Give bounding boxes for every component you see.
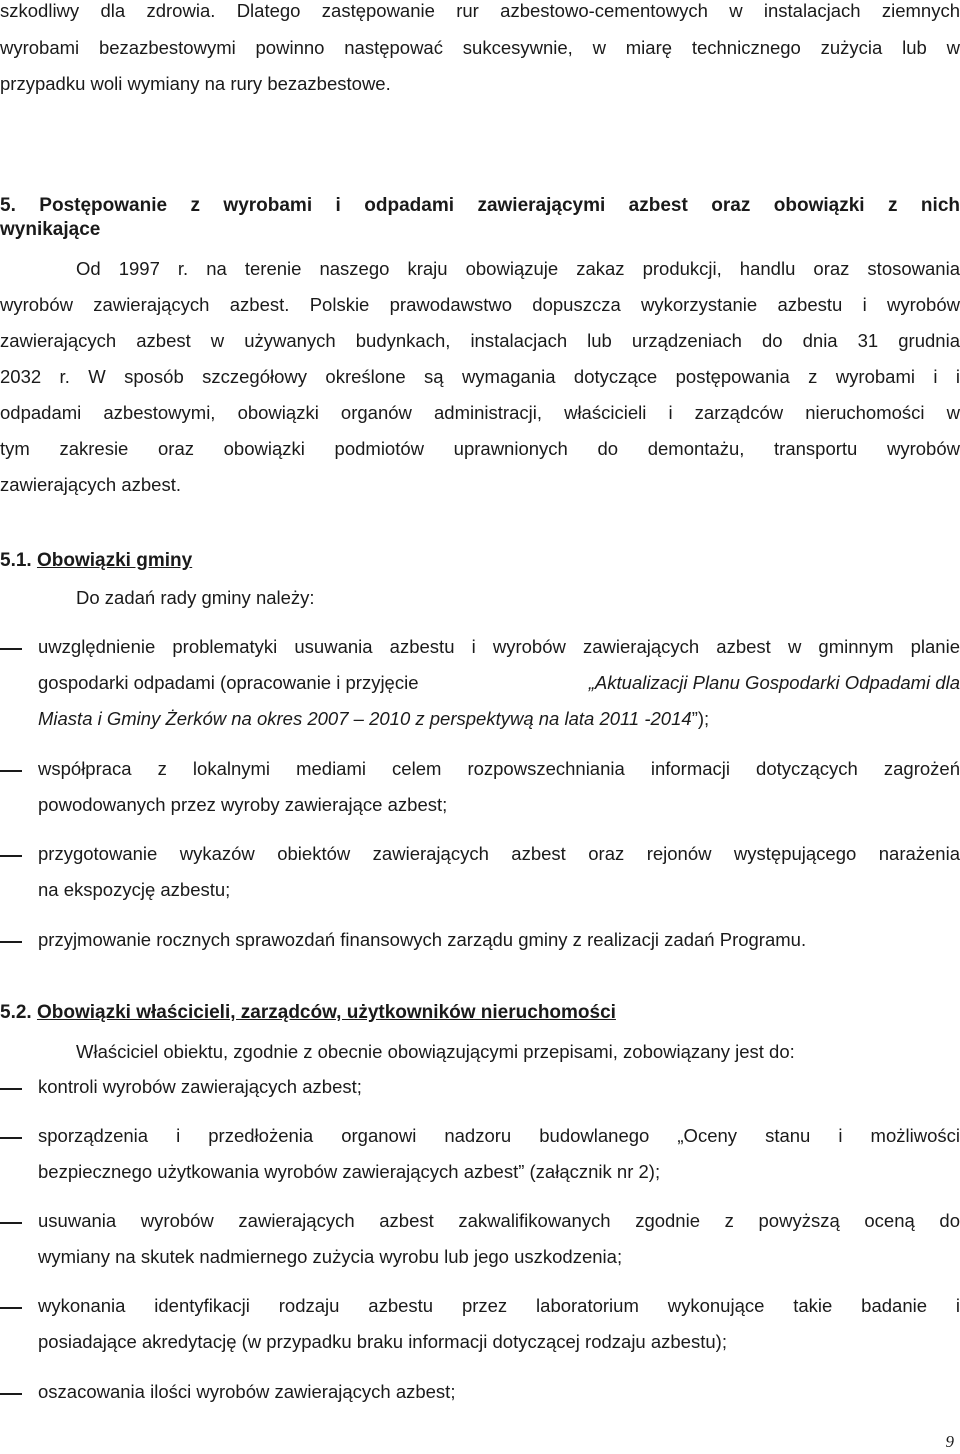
dash-bullet bbox=[0, 1222, 22, 1224]
dash-bullet bbox=[0, 1137, 22, 1139]
text-line: uwzględnienie problematyki usuwania azbestu i wyrobów zawierających azbest w gminnym planie bbox=[38, 636, 960, 657]
section-5-2-lead: Właściciel obiektu, zgodnie z obecnie obowiązującymi przepisami, zobowiązany jest do: bbox=[76, 1041, 795, 1062]
dash-bullet bbox=[0, 941, 22, 943]
text-line: sporządzenia i przedłożenia organowi nadzoru budowlanego „Oceny stanu i możliwości bbox=[38, 1125, 960, 1146]
text-line: bezpiecznego użytkowania wyrobów zawierających azbest” (załącznik nr 2); bbox=[38, 1161, 661, 1182]
text-line: gospodarki odpadami (opracowanie i przyjęcie „Aktualizacji Planu Gospodarki Odpadami dla bbox=[38, 672, 960, 693]
text-line: 2032 r. W sposób szczegółowy określone są wymagania dotyczące postępowania z wyrobami i i bbox=[0, 366, 960, 387]
section-5-1-heading bbox=[0, 550, 960, 572]
dash-bullet bbox=[0, 1307, 22, 1309]
dash-bullet bbox=[0, 855, 22, 857]
text-line: powodowanych przez wyroby zawierające azbest; bbox=[38, 794, 448, 815]
text-line: posiadające akredytację (w przypadku braku informacji dotyczącej rodzaju azbestu); bbox=[38, 1331, 727, 1352]
text-line: zawierających azbest. bbox=[0, 474, 181, 495]
text-line: Miasta i Gminy Żerków na okres 2007 – 2010 z perspektywą na lata 2011 -2014”); bbox=[38, 708, 710, 729]
text-line: wykonania identyfikacji rodzaju azbestu przez laboratorium wykonujące takie badanie i bbox=[38, 1295, 960, 1316]
text-line: przypadku woli wymiany na rury bezazbestowe. bbox=[0, 73, 391, 94]
text-line: wymiany na skutek nadmiernego zużycia wyrobu lub jego uszkodzenia; bbox=[38, 1246, 623, 1267]
program-title: Miasta i Gminy Żerków na okres 2007 – 2010 z perspektywą na lata 2011 -2014 bbox=[38, 708, 692, 729]
text-line: wyrobami bezazbestowymi powinno następować sukcesywnie, w miarę technicznego zużycia lub w bbox=[0, 37, 960, 58]
text-line: odpadami azbestowymi, obowiązki organów administracji, właścicieli i zarządców nieruchomości w bbox=[0, 402, 960, 423]
section-5-2-heading bbox=[0, 1002, 960, 1024]
section-title: Obowiązki właścicieli, zarządców, użytkowników nieruchomości bbox=[36, 1002, 616, 1023]
text-line: wyrobów zawierających azbest. Polskie prawodawstwo dopuszcza wykorzystanie azbestu i wyrobów bbox=[0, 294, 960, 315]
program-title: „Aktualizacji Planu Gospodarki Odpadami dla bbox=[588, 672, 960, 693]
text-line: Od 1997 r. na terenie naszego kraju obowiązuje zakaz produkcji, handlu oraz stosowania bbox=[76, 258, 960, 279]
section-number: 5.1. bbox=[0, 550, 32, 571]
section-number: 5.2. bbox=[0, 1002, 32, 1023]
text-line: oszacowania ilości wyrobów zawierających azbest; bbox=[38, 1381, 456, 1402]
text-line: tym zakresie oraz obowiązki podmiotów uprawnionych do demontażu, transportu wyrobów bbox=[0, 438, 960, 459]
heading-line: wynikające bbox=[0, 219, 101, 240]
section-title: Obowiązki gminy bbox=[36, 550, 193, 571]
page-number: 9 bbox=[945, 1432, 954, 1451]
heading-line: 5. Postępowanie z wyrobami i odpadami zawierającymi azbest oraz obowiązki z nich bbox=[0, 195, 960, 216]
dash-bullet bbox=[0, 648, 22, 650]
text-line: zawierających azbest w używanych budynkach, instalacjach lub urządzeniach do dnia 31 grudnia bbox=[0, 330, 960, 351]
text-line: na ekspozycję azbestu; bbox=[38, 879, 231, 900]
dash-bullet bbox=[0, 1088, 22, 1090]
dash-bullet bbox=[0, 1393, 22, 1395]
text-line: przyjmowanie rocznych sprawozdań finansowych zarządu gminy z realizacji zadań Programu. bbox=[38, 929, 807, 950]
dash-bullet bbox=[0, 770, 22, 772]
section-5-1-lead: Do zadań rady gminy należy: bbox=[76, 587, 315, 608]
text-line: współpraca z lokalnymi mediami celem rozpowszechniania informacji dotyczących zagrożeń bbox=[38, 758, 960, 779]
text-line: kontroli wyrobów zawierających azbest; bbox=[38, 1076, 362, 1097]
text-line: przygotowanie wykazów obiektów zawierających azbest oraz rejonów występującego narażenia bbox=[38, 843, 960, 864]
text-line: szkodliwy dla zdrowia. Dlatego zastępowanie rur azbestowo-cementowych w instalacjach ziemnych bbox=[0, 0, 960, 21]
text-line: usuwania wyrobów zawierających azbest zakwalifikowanych zgodnie z powyższą oceną do bbox=[38, 1210, 960, 1231]
